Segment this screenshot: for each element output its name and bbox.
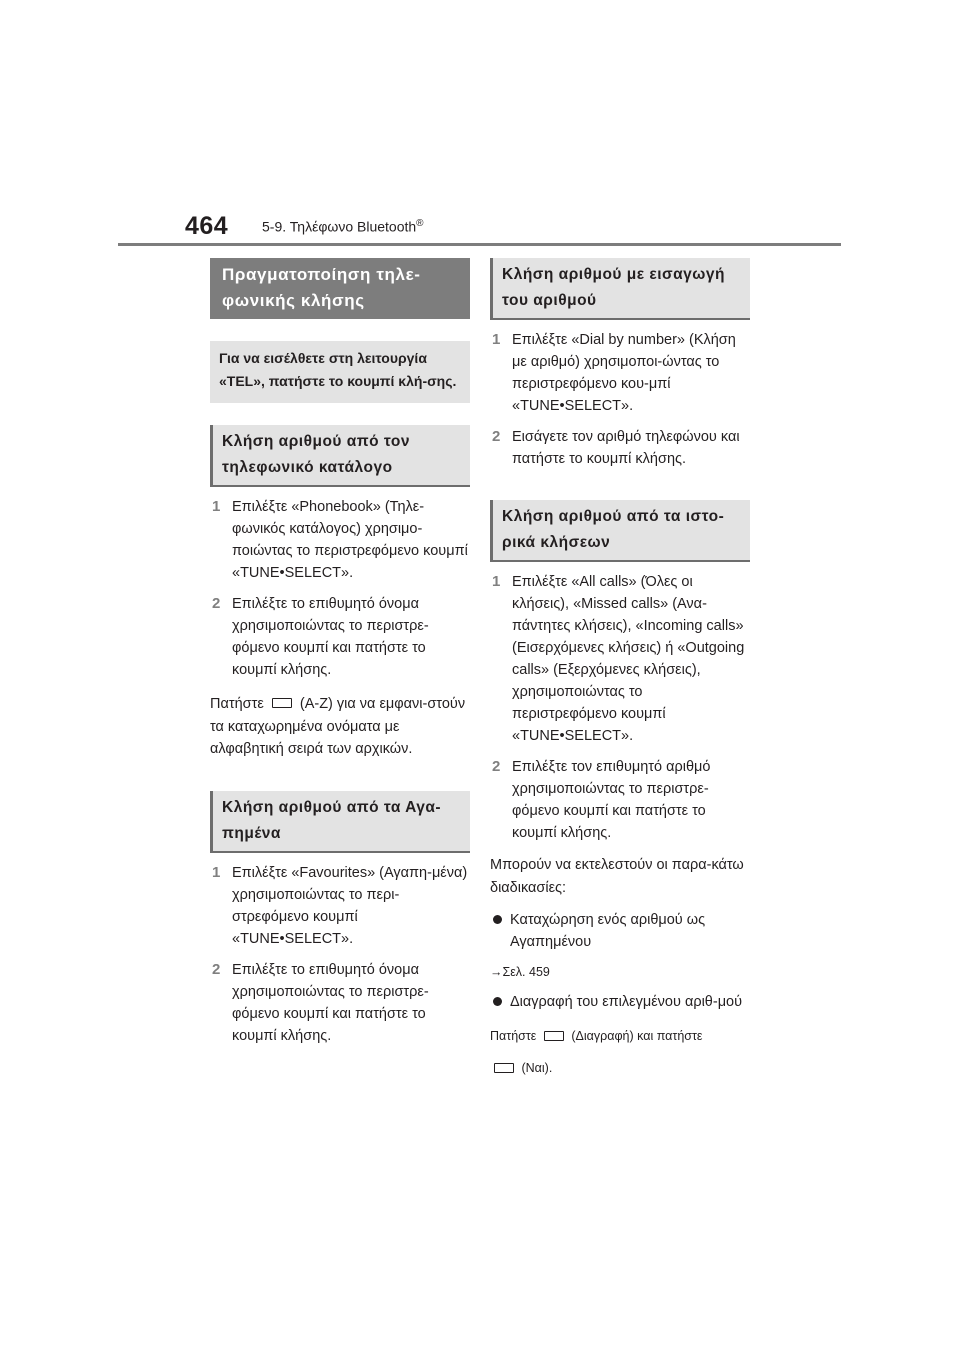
step-number: 1 [212,498,221,515]
az-pre-text: Πατήστε [210,696,264,712]
step-number: 2 [492,428,501,445]
step-text: Εισάγετε τον αριθμό τηλεφώνου και πατήστε το κουμπί κλήσης. [512,429,740,467]
heading-favourites: Κλήση αριθμού από τα Αγα-πημένα [210,791,470,853]
step-item [210,593,470,681]
registered-mark: ® [416,218,424,229]
heading-make-call [210,258,470,319]
step-text: Επιλέξτε «Dial by number» (Κλήση με αριθμό) χρησιμοποι-ώντας το περιστρεφόμενο κου-μπί «TUNE•SELECT». [512,332,736,414]
step-item [210,496,470,584]
step-item [490,426,750,470]
step-number: 1 [492,573,501,590]
step-item [490,329,750,417]
step-item [490,756,750,844]
bullet-text: Διαγραφή του επιλεγμένου αριθ-μού [510,994,743,1010]
heading-make-call-text: Πραγματοποίηση τηλε- φωνικής κλήσης [222,265,421,310]
step-item [210,862,470,950]
step-text: Επιλέξτε τον επιθυμητό αριθμό χρησιμοποιώντας το περιστρε-φόμενο κουμπί και πατήστε το κουμπί κλήσης. [512,759,711,841]
step-item [490,571,750,747]
bullet-dot [493,915,502,924]
step-number: 1 [212,863,221,881]
delete-pre-text: Πατήστε [490,1029,537,1043]
delete-post-text: (Ναι). [521,1061,553,1075]
procedures-intro: Μπορούν να εκτελεστούν οι παρα-κάτω διαδικασίες: [490,857,744,896]
button-icon [272,698,292,708]
az-post-text: (A-Z) για να εμφανι-στούν τα καταχωρημένα ονόματα με αλφαβητική σειρά των αρχικών. [210,696,466,757]
step-number: 1 [492,331,501,348]
step-item [210,959,470,1047]
button-icon [494,1063,514,1073]
step-text: Επιλέξτε «Phonebook» (Τηλε-φωνικός κατάλογος) χρησιμο-ποιώντας το περιστρεφόμενο κουμπί «TUNE•SELECT». [232,499,468,581]
notice-box: Για να εισέλθετε στη λειτουργία «TEL», πατήστε το κουμπί κλή-σης. [210,341,470,403]
heading-call-history: Κλήση αριθμού από τα ιστο-ρικά κλήσεων [490,500,750,562]
phonebook-steps [210,496,470,681]
step-text: Επιλέξτε «All calls» (Όλες οι κλήσεις), «Missed calls» (Ανα-πάντητες κλήσεις), «Incoming calls» (Εισερχόμενες κλήσεις) ή «Outgoing calls» (Εξερχόμενες κλήσεις), χρησιμοποιώντας το περιστρεφόμενο κουμπί «TUNE•SELECT». [512,574,745,744]
page-number: 464 [185,212,229,240]
step-text: Επιλέξτε «Favourites» (Αγαπη-μένα) χρησιμοποιώντας το περι-στρεφόμενο κουμπί «TUNE•SELECT». [232,864,468,947]
button-icon [544,1031,564,1041]
page-reference: →Σελ. 459 [490,965,550,979]
delete-mid-text: (Διαγραφή) και πατήστε [571,1029,703,1043]
step-number: 2 [212,595,221,612]
bullet-item [490,991,750,1013]
step-text: Επιλέξτε το επιθυμητό όνομα χρησιμοποιώντας το περιστρε-φόμενο κουμπί και πατήστε το κουμπί κλήσης. [232,596,429,678]
heading-phonebook: Κλήση αριθμού από τον τηλεφωνικό κατάλογο [210,425,470,487]
dial-steps [490,329,750,470]
right-column [490,258,750,1077]
delete-instruction [490,1027,750,1045]
step-text: Επιλέξτε το επιθυμητό όνομα χρησιμοποιώντας το περιστρε-φόμενο κουμπί και πατήστε το κουμπί κλήσης. [232,961,429,1044]
step-number: 2 [492,758,501,775]
left-column [210,258,470,1047]
bullet-item [490,909,750,953]
az-instruction [210,693,470,761]
favourite-steps [210,862,470,1047]
step-number: 2 [212,960,221,978]
section-title [262,218,424,235]
bullet-text: Καταχώρηση ενός αριθμού ως Αγαπημένου [510,912,706,950]
delete-confirm [490,1059,750,1077]
heading-dial-number: Κλήση αριθμού με εισαγωγή του αριθμού [490,258,750,320]
history-steps [490,571,750,844]
header-rule [118,243,841,246]
bullet-dot [493,997,502,1006]
section-title-text: 5-9. Τηλέφωνο Bluetooth [262,218,417,235]
